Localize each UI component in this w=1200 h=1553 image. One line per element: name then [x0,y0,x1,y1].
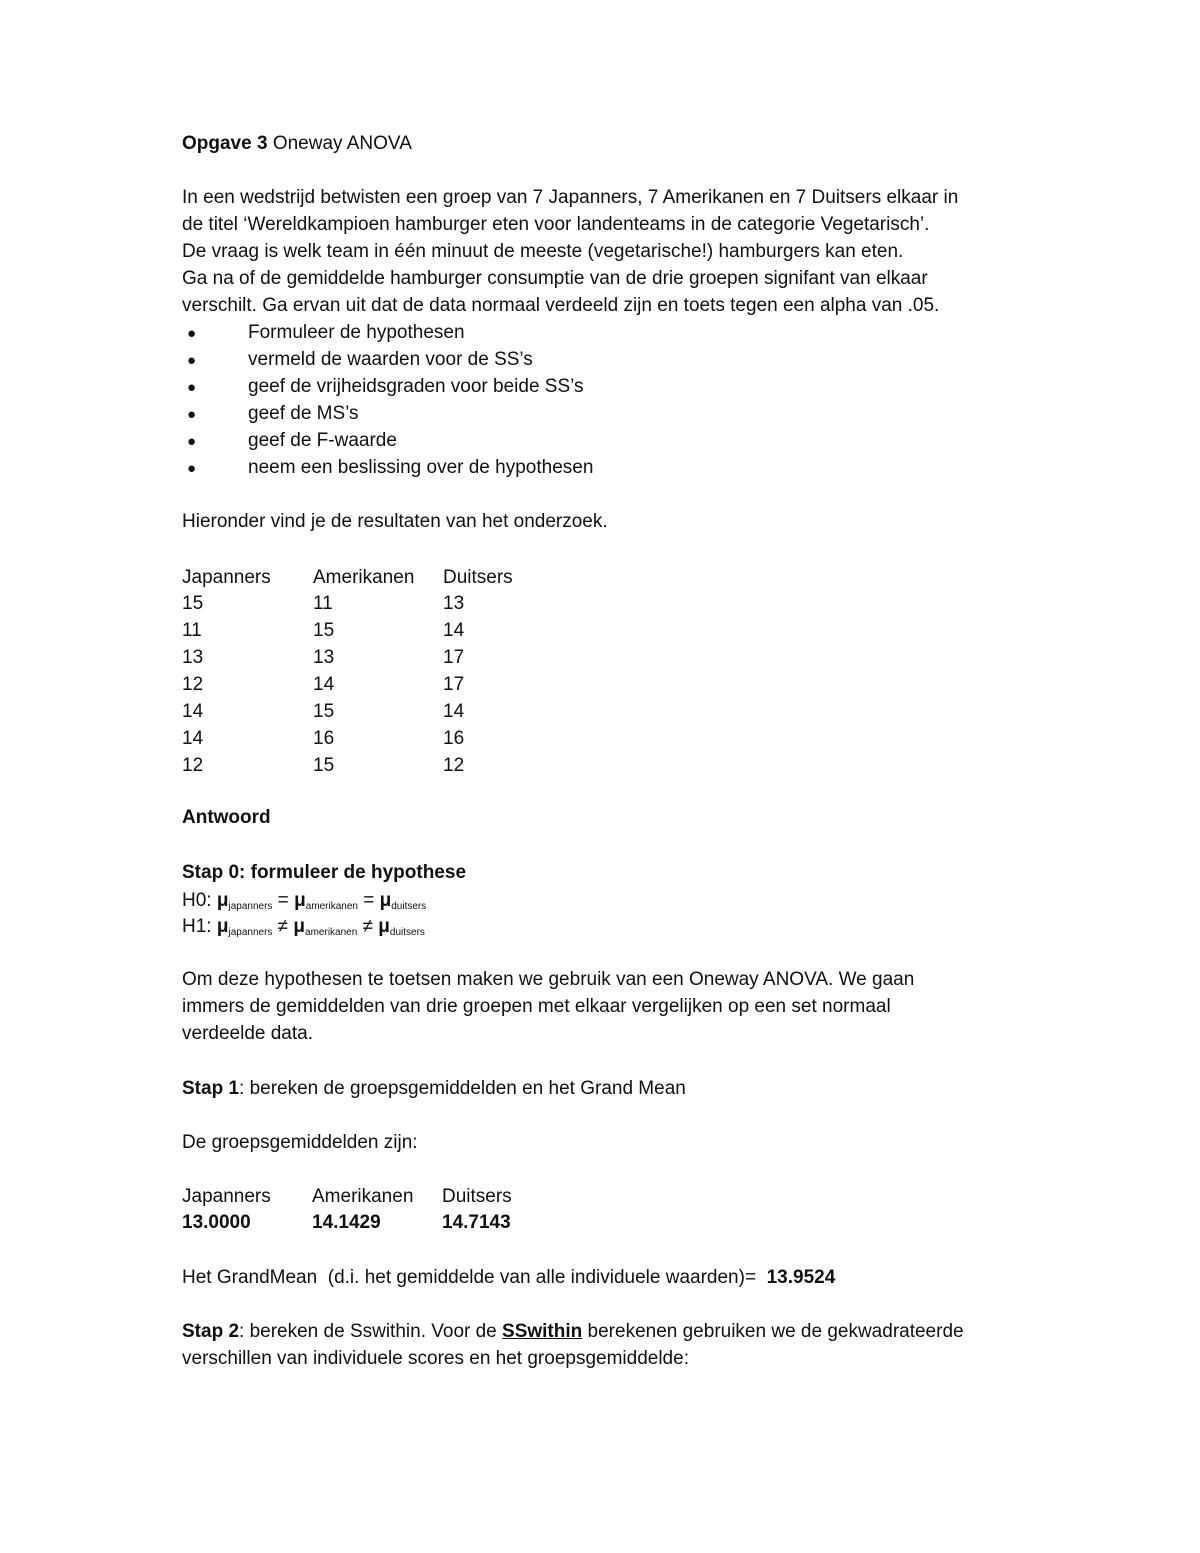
bullet-item: ● geef de MS’s [187,401,359,428]
exercise-title: Opgave 3 Oneway ANOVA [182,133,412,154]
table-cell: 12 [182,674,204,695]
table-cell: 12 [182,755,204,776]
bullet-item: ● Formuleer de hypothesen [187,320,465,347]
results-intro: Hieronder vind je de resultaten van het onderzoek. [182,511,608,532]
intro-line: de titel ‘Wereldkampioen hamburger eten voor landenteams in de categorie Vegetarisch’. [182,214,930,235]
means-header: Duitsers [442,1186,512,1207]
hypothesis-h1: H1: $\mu_{japanners} \ne \mu_{amerikanen} \ne \mu_{duitsers}$ [182,916,425,938]
stap2-line: verschillen van individuele scores en het groepsgemiddelde: [182,1348,689,1369]
table-cell: 14 [313,674,335,695]
table-cell: 13 [313,647,335,668]
stap1-heading: Stap 1: bereken de groepsgemiddelden en het Grand Mean [182,1078,686,1099]
explain-line: Om deze hypothesen te toetsen maken we gebruik van een Oneway ANOVA. We gaan [182,969,915,990]
table-cell: 11 [313,593,333,614]
table-cell: 17 [443,674,465,695]
table-cell: 17 [443,647,465,668]
bullet-item: ● vermeld de waarden voor de SS’s [187,347,533,374]
bullet-item: ● neem een beslissing over de hypothesen [187,455,593,482]
intro-line: verschilt. Ga ervan uit dat de data normaal verdeeld zijn en toets tegen een alpha van .05. [182,295,940,316]
table-cell: 13 [182,647,204,668]
table-cell: 13 [443,593,465,614]
bullet-icon: ● [187,352,197,369]
table-cell: 15 [313,620,335,641]
intro-line: In een wedstrijd betwisten een groep van 7 Japanners, 7 Amerikanen en 7 Duitsers elkaar in [182,187,959,208]
stap0-heading: Stap 0: formuleer de hypothese [182,862,467,883]
explain-line: immers de gemiddelden van drie groepen met elkaar vergelijken op een set normaal [182,996,891,1017]
group-means-label: De groepsgemiddelden zijn: [182,1132,418,1153]
bullet-item: ● geef de F-waarde [187,428,397,455]
bullet-icon: ● [187,460,197,477]
table-cell: 15 [182,593,204,614]
table-cell: 14 [443,701,465,722]
table-header: Duitsers [443,567,513,588]
table-header: Japanners [182,567,271,588]
explain-line: verdeelde data. [182,1023,313,1044]
table-cell: 16 [443,728,465,749]
table-cell: 11 [182,620,202,641]
bullet-icon: ● [187,406,197,423]
table-cell: 14 [182,728,204,749]
table-cell: 15 [313,755,335,776]
table-cell: 14 [182,701,204,722]
bullet-icon: ● [187,325,197,342]
means-header: Japanners [182,1186,271,1207]
intro-line: Ga na of de gemiddelde hamburger consumptie van de drie groepen signifant van elkaar [182,268,928,289]
table-cell: 12 [443,755,465,776]
bullet-icon: ● [187,433,197,450]
bullet-item: ● geef de vrijheidsgraden voor beide SS’s [187,374,584,401]
bullet-icon: ● [187,379,197,396]
answer-heading: Antwoord [182,807,271,828]
table-cell: 16 [313,728,335,749]
table-cell: 15 [313,701,335,722]
means-value: 14.1429 [312,1212,381,1233]
table-header: Amerikanen [313,567,415,588]
hypothesis-h0: H0: $\mu_{japanners} = \mu_{amerikanen} = \mu_{duitsers}$ [182,890,427,912]
grand-mean: Het GrandMean (d.i. het gemiddelde van alle individuele waarden)= 13.9524 [182,1267,836,1288]
stap2-line: Stap 2: bereken de Sswithin. Voor de SSwithin berekenen gebruiken we de gekwadrateerde [182,1321,964,1342]
means-header: Amerikanen [312,1186,414,1207]
means-value: 14.7143 [442,1212,511,1233]
intro-line: De vraag is welk team in één minuut de meeste (vegetarische!) hamburgers kan eten. [182,241,904,262]
table-cell: 14 [443,620,465,641]
means-value: 13.0000 [182,1212,251,1233]
